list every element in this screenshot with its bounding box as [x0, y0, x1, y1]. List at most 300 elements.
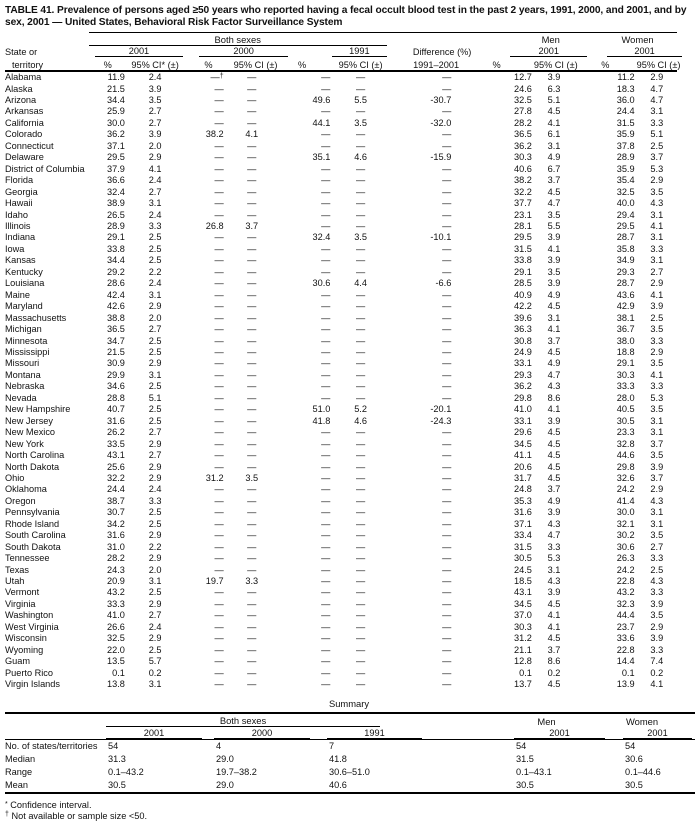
value-cell: 14.4	[616, 656, 635, 667]
summary-year-2001: 2001	[106, 727, 214, 740]
state-name: Tennessee	[5, 553, 50, 564]
value-cell: —	[247, 553, 257, 564]
value-cell: 33.8	[513, 255, 532, 266]
value-cell: 3.9	[148, 129, 162, 140]
value-cell: 2.9	[148, 438, 162, 449]
value-cell: —	[214, 255, 224, 266]
value-cell: 3.1	[650, 209, 664, 220]
value-cell: —	[321, 186, 331, 197]
value-cell: —	[247, 198, 257, 209]
state-name: North Carolina	[5, 450, 65, 461]
summary-value: 30.5	[106, 779, 214, 793]
value-cell: 5.2	[354, 404, 367, 415]
value-cell: 8.6	[547, 656, 561, 667]
value-cell: —	[442, 140, 452, 151]
value-cell: 40.0	[616, 198, 635, 209]
value-cell: 2.5	[148, 381, 162, 392]
value-cell: 30.6	[312, 278, 331, 289]
value-cell: —	[355, 633, 366, 644]
state-name: Florida	[5, 175, 34, 186]
value-cell: 34.4	[106, 95, 125, 105]
summary-value: 30.6	[625, 754, 643, 765]
value-cell: —	[214, 679, 224, 690]
value-cell: —	[321, 266, 331, 277]
value-cell: 4.9	[547, 152, 561, 163]
summary-label: Median	[5, 754, 36, 765]
value-cell: —	[214, 404, 224, 415]
state-name: Wisconsin	[5, 633, 47, 644]
summary-label: Mean	[5, 779, 106, 793]
value-cell: 3.1	[650, 427, 664, 438]
value-cell: —	[214, 415, 224, 426]
value-cell: —	[355, 679, 366, 690]
value-cell: 0.1	[519, 667, 532, 678]
value-cell: 2.9	[148, 358, 162, 369]
value-cell: 33.5	[106, 438, 125, 449]
value-cell: 3.1	[547, 564, 561, 575]
value-cell: —	[355, 667, 366, 678]
value-cell: —	[321, 587, 331, 598]
value-cell: —	[442, 186, 452, 197]
value-cell: —	[442, 438, 452, 449]
table-row	[5, 393, 677, 404]
state-name: New York	[5, 438, 44, 449]
value-cell: 43.1	[106, 450, 125, 461]
value-cell: 2.0	[148, 140, 162, 151]
value-cell: 35.8	[616, 243, 635, 254]
value-cell: —	[355, 243, 366, 254]
table-row	[5, 244, 677, 255]
value-cell: 24.4	[106, 484, 125, 495]
group-header-row	[5, 32, 677, 45]
value-cell: —	[355, 484, 366, 495]
state-name: Utah	[5, 576, 25, 587]
state-or-label: State or	[5, 47, 38, 58]
value-cell: —	[214, 175, 224, 186]
value-cell: 30.3	[616, 369, 635, 380]
value-cell: —	[214, 117, 224, 128]
state-col-spacer	[5, 32, 89, 45]
value-cell: —	[442, 255, 452, 266]
state-name: Mississippi	[5, 346, 50, 357]
value-cell: 2.7	[650, 541, 664, 552]
value-cell: 42.4	[106, 289, 125, 300]
table-row	[5, 290, 677, 301]
ci-header-women: 95% CI (±)	[637, 57, 677, 71]
table-row	[5, 152, 677, 163]
table-row	[5, 633, 677, 644]
value-cell: —	[247, 667, 257, 678]
value-cell: 3.9	[547, 507, 561, 518]
value-cell: 4.9	[547, 289, 561, 300]
value-cell: 37.0	[513, 610, 532, 621]
value-cell: 2.9	[650, 621, 664, 632]
main-table	[5, 32, 681, 691]
value-cell: 3.7	[547, 644, 561, 655]
value-cell: 38.9	[106, 198, 125, 209]
ci-header-1991: 95% CI (±)	[334, 57, 386, 71]
value-cell: 13.5	[106, 656, 125, 667]
main-table-body	[5, 71, 677, 690]
value-cell: 3.3	[650, 553, 664, 564]
value-cell: 4.1	[245, 129, 259, 140]
table-row	[5, 427, 677, 438]
state-name: Minnesota	[5, 335, 48, 346]
value-cell: 30.7	[106, 507, 125, 518]
value-cell: —	[355, 369, 366, 380]
value-cell: 35.9	[616, 163, 635, 174]
table-row	[5, 519, 677, 530]
summary-gap-cell	[428, 740, 514, 754]
value-cell: —	[355, 83, 366, 94]
value-cell: 25.9	[106, 106, 125, 117]
value-cell: 35.4	[616, 175, 635, 186]
value-cell: —	[214, 358, 224, 369]
summary-both-sexes-header: Both sexes	[106, 713, 428, 728]
value-cell: 3.7	[650, 438, 664, 449]
value-cell: —	[247, 117, 257, 128]
value-cell: —	[321, 220, 331, 231]
table-row	[5, 473, 677, 484]
value-cell: —	[247, 495, 257, 506]
value-cell: 44.4	[616, 610, 635, 621]
value-cell: —	[442, 369, 452, 380]
value-cell: —	[214, 564, 224, 575]
value-cell: —	[442, 106, 452, 117]
value-cell: 3.1	[650, 415, 664, 426]
value-cell: —	[442, 358, 452, 369]
value-cell: 2.5	[148, 404, 162, 415]
state-name: Louisiana	[5, 278, 45, 289]
value-cell: 30.6	[616, 541, 635, 552]
value-cell: —	[214, 644, 224, 655]
value-cell: 33.3	[106, 598, 125, 609]
summary-row	[5, 779, 695, 793]
table-row	[5, 187, 677, 198]
value-cell: 33.4	[513, 530, 532, 541]
value-cell: —	[442, 644, 452, 655]
value-cell: 3.7	[650, 472, 664, 483]
year-2001-header: 2001	[89, 45, 184, 57]
value-cell: —	[355, 656, 366, 667]
value-cell: —	[214, 553, 224, 564]
value-cell: -30.7	[430, 95, 452, 105]
value-cell: 23.3	[616, 427, 635, 438]
value-cell: 3.9	[650, 461, 664, 472]
value-cell: 34.6	[106, 381, 125, 392]
value-cell: —	[321, 484, 331, 495]
value-cell: —	[214, 335, 224, 346]
value-cell: 28.7	[616, 278, 635, 289]
value-cell: 29.1	[616, 358, 635, 369]
value-cell: 11.2	[617, 72, 635, 83]
value-cell: 32.5	[616, 186, 635, 197]
value-cell: 2.0	[148, 564, 162, 575]
value-cell: 28.2	[106, 553, 125, 564]
value-cell: 4.5	[547, 633, 561, 644]
value-cell: —	[214, 461, 224, 472]
value-cell: 4.7	[547, 530, 561, 541]
value-cell: 3.3	[547, 541, 561, 552]
value-cell: 13.7	[513, 679, 532, 690]
value-cell: 24.8	[513, 484, 532, 495]
value-cell: 5.3	[650, 163, 664, 174]
value-cell: —	[247, 83, 257, 94]
state-name: Puerto Rico	[5, 667, 54, 678]
value-cell: 29.1	[513, 266, 532, 277]
table-title: TABLE 41. Prevalence of persons aged ≥50 years who reported having a fecal occult blood test in the past 2 years, 1991, 2000, and 2001, and by sex, 2001 — United States, Behavioral Risk Factor Surveillance System	[5, 5, 687, 28]
value-cell: —	[321, 644, 331, 655]
value-cell: 33.3	[616, 381, 635, 392]
state-name: Kansas	[5, 255, 36, 266]
value-cell: —	[321, 163, 331, 174]
value-cell: —	[247, 358, 257, 369]
value-cell: 3.5	[354, 117, 367, 128]
value-cell: —	[214, 198, 224, 209]
value-cell: 12.8	[513, 656, 532, 667]
value-cell: 29.2	[106, 266, 125, 277]
pct-header-1991: %	[270, 57, 334, 71]
footnotes	[5, 800, 698, 822]
value-cell: 3.9	[650, 301, 664, 312]
value-cell: —	[247, 324, 257, 335]
value-cell: —	[214, 621, 224, 632]
summary-value: 30.6–51.0	[329, 767, 370, 778]
value-cell: 2.2	[148, 541, 162, 552]
state-name: Nevada	[5, 392, 37, 403]
value-cell: 2.7	[650, 266, 664, 277]
value-cell: 38.0	[616, 335, 635, 346]
table-row	[5, 255, 677, 266]
value-cell: —	[321, 72, 331, 83]
value-cell: —	[247, 518, 257, 529]
value-cell: 36.2	[513, 381, 532, 392]
value-cell: 20.9	[106, 576, 125, 587]
value-cell: 5.1	[547, 95, 561, 105]
summary-year-2000: 2000	[214, 727, 327, 740]
value-cell: 3.5	[354, 232, 367, 243]
value-cell: —	[355, 220, 366, 231]
difference-col-spacer	[387, 32, 460, 45]
value-cell: —	[247, 346, 257, 357]
value-cell: —	[355, 140, 366, 151]
table-row	[5, 232, 677, 243]
summary-value: 31.5	[516, 754, 534, 765]
value-cell: —	[355, 438, 366, 449]
value-cell: 4.5	[547, 679, 561, 690]
value-cell: —	[321, 129, 331, 140]
value-cell: 4.3	[547, 381, 561, 392]
value-cell: 21.5	[106, 83, 125, 94]
value-cell: —	[247, 175, 257, 186]
value-cell: 30.5	[616, 415, 635, 426]
value-cell: —	[247, 209, 257, 220]
value-cell: 29.3	[616, 266, 635, 277]
value-cell: 22.0	[106, 644, 125, 655]
summary-row	[5, 740, 695, 754]
value-cell: 2.5	[650, 564, 664, 575]
value-cell: 3.1	[148, 679, 162, 690]
value-cell: 33.1	[513, 358, 532, 369]
value-cell: —	[442, 289, 452, 300]
summary-year-1991: 1991	[327, 727, 428, 740]
value-cell: 19.7	[205, 576, 224, 587]
value-cell: 6.1	[547, 129, 561, 140]
value-cell: 30.8	[513, 335, 532, 346]
value-cell: —	[442, 472, 452, 483]
value-cell: 2.9	[148, 530, 162, 541]
summary-gap-cell	[428, 766, 514, 779]
value-cell: 28.9	[106, 220, 125, 231]
value-cell: —	[355, 450, 366, 461]
value-cell: —	[214, 656, 224, 667]
value-cell: —	[321, 312, 331, 323]
value-cell: 2.5	[650, 140, 664, 151]
value-cell: —	[442, 484, 452, 495]
summary-value: 54	[108, 741, 119, 752]
value-cell: —	[321, 610, 331, 621]
value-cell: 24.2	[616, 564, 635, 575]
value-cell: —	[247, 404, 257, 415]
state-name: Michigan	[5, 324, 42, 335]
footnote-marker: *	[5, 800, 8, 808]
value-cell: —	[321, 140, 331, 151]
value-cell: 5.7	[148, 656, 162, 667]
pct-header-2001: %	[89, 57, 127, 71]
value-cell: —	[355, 553, 366, 564]
value-cell: 37.1	[513, 518, 532, 529]
value-cell: —	[247, 507, 257, 518]
table-row	[5, 118, 677, 129]
value-cell: 3.3	[245, 576, 259, 587]
value-cell: 26.5	[106, 209, 125, 220]
ci-header-2000: 95% CI (±)	[234, 57, 270, 71]
value-cell: —	[355, 198, 366, 209]
pct-header-men: %	[459, 57, 534, 71]
table-row	[5, 267, 677, 278]
value-cell: 32.6	[616, 472, 635, 483]
value-cell: —	[214, 495, 224, 506]
value-cell: —	[321, 621, 331, 632]
year-2000-header: 2000	[183, 45, 270, 57]
footnote-na	[5, 811, 698, 822]
value-cell: —	[214, 633, 224, 644]
value-cell: —	[442, 587, 452, 598]
value-cell: 36.2	[106, 129, 125, 140]
value-cell: —	[355, 346, 366, 357]
value-cell: 21.1	[513, 644, 532, 655]
value-cell: —	[442, 667, 452, 678]
value-cell: —	[247, 381, 257, 392]
value-cell: 24.3	[106, 564, 125, 575]
state-name: Missouri	[5, 358, 40, 369]
value-cell: 41.1	[513, 450, 532, 461]
state-name: Oklahoma	[5, 484, 47, 495]
value-cell: 36.5	[513, 129, 532, 140]
table-row	[5, 129, 677, 140]
value-cell: 3.5	[547, 209, 561, 220]
value-cell: 4.3	[547, 576, 561, 587]
value-cell: 4.9	[547, 495, 561, 506]
state-name: District of Columbia	[5, 163, 85, 174]
value-cell: 38.2	[205, 129, 224, 140]
value-cell: -6.6	[435, 278, 452, 289]
year-1991-header: 1991	[270, 45, 387, 57]
state-name: Maine	[5, 289, 31, 300]
value-cell: —	[214, 324, 224, 335]
value-cell: —	[247, 530, 257, 541]
value-cell: —	[214, 598, 224, 609]
value-cell: 41.8	[312, 415, 331, 426]
table-row	[5, 370, 677, 381]
summary-header	[5, 713, 695, 740]
value-cell: 4.5	[547, 186, 561, 197]
summary-row	[5, 753, 695, 766]
value-cell: 2.4	[148, 484, 162, 495]
value-cell: 29.5	[616, 220, 635, 231]
dagger-marker: †	[219, 72, 224, 80]
value-cell: —	[214, 427, 224, 438]
value-cell: —	[321, 564, 331, 575]
value-cell: —	[247, 266, 257, 277]
table-row	[5, 210, 677, 221]
state-name: Texas	[5, 564, 29, 575]
value-cell: —	[442, 324, 452, 335]
value-cell: 5.5	[354, 95, 367, 105]
value-cell: 34.2	[106, 518, 125, 529]
value-cell: 3.1	[650, 232, 664, 243]
value-cell: —	[355, 576, 366, 587]
value-cell: 3.5	[650, 358, 664, 369]
value-cell: 35.9	[616, 129, 635, 140]
summary-label: Range	[5, 767, 33, 778]
pct-header-2000: %	[183, 57, 233, 71]
value-cell: —	[321, 633, 331, 644]
value-cell: 3.1	[650, 507, 664, 518]
table-row	[5, 301, 677, 312]
value-cell: -32.0	[430, 117, 452, 128]
value-cell: 2.5	[148, 518, 162, 529]
table-row	[5, 358, 677, 369]
table-row	[5, 507, 677, 518]
state-name: Alabama	[5, 72, 42, 83]
value-cell: 30.2	[616, 530, 635, 541]
value-cell: 31.0	[106, 541, 125, 552]
state-name: South Dakota	[5, 541, 61, 552]
value-cell: —	[355, 129, 366, 140]
value-cell: -15.9	[430, 152, 452, 163]
value-cell: 29.3	[513, 369, 532, 380]
table-row	[5, 416, 677, 427]
value-cell: 3.3	[148, 495, 162, 506]
state-name: New Jersey	[5, 415, 53, 426]
summary-label: No. of states/territories	[5, 741, 98, 752]
value-cell: 6.7	[547, 163, 561, 174]
value-cell: 2.9	[650, 484, 664, 495]
value-cell: 3.5	[650, 530, 664, 541]
state-name: Massachusetts	[5, 312, 67, 323]
difference-header: Difference (%)	[412, 47, 472, 58]
value-cell: —	[355, 507, 366, 518]
value-cell: 2.5	[148, 255, 162, 266]
state-name: Colorado	[5, 129, 43, 140]
value-cell: —	[321, 541, 331, 552]
value-cell: —	[442, 220, 452, 231]
value-cell: 28.0	[616, 392, 635, 403]
value-cell: 6.3	[547, 83, 561, 94]
state-name: Washington	[5, 610, 54, 621]
value-cell: 24.2	[616, 484, 635, 495]
